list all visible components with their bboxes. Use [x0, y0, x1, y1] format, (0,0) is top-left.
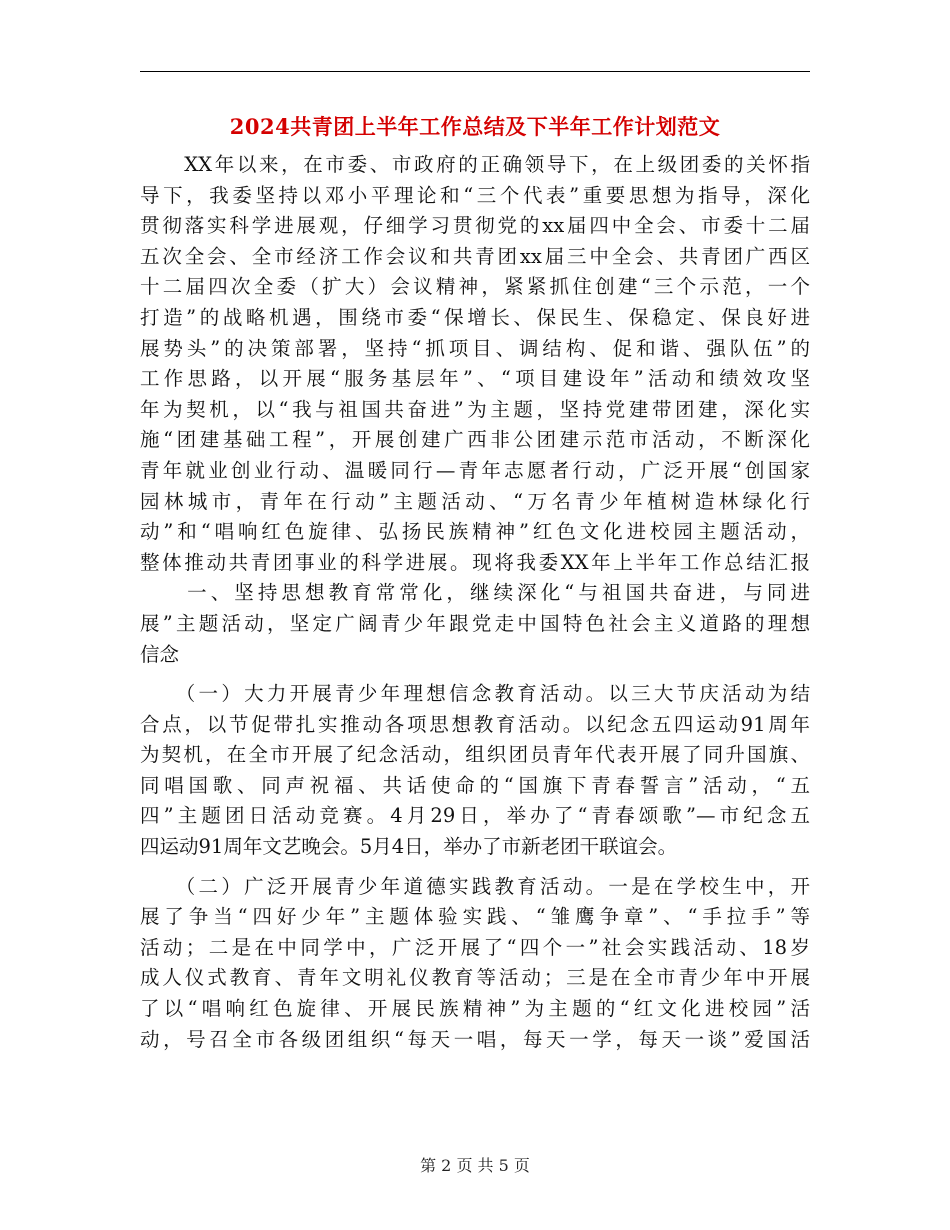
text-line: 展了争当“四好少年”主题体验实践、“雏鹰争章”、“手拉手”等 — [140, 905, 810, 929]
text-line: 四运动91周年文艺晚会。5月4日，举办了市新老团干联谊会。 — [140, 835, 678, 859]
paragraph-gap — [140, 670, 810, 679]
text-line: 了以“唱响红色旋律、开展民族精神”为主题的“红文化进校园”活 — [140, 997, 810, 1021]
text-line: XX年以来，在市委、市政府的正确领导下，在上级团委的关怀指 — [140, 153, 810, 176]
text-line: （二）广泛开展青少年道德实践教育活动。一是在学校生中，开 — [140, 874, 810, 898]
document-body — [140, 150, 810, 1055]
text-line: 活动；二是在中同学中，广泛开展了“四个一”社会实践活动、18岁 — [140, 935, 810, 959]
text-line: 五次全会、全市经济工作会议和共青团xx届三中全会、共青团广西区 — [140, 244, 810, 268]
text-line: 成人仪式教育、青年文明礼仪教育等活动；三是在全市青少年中开展 — [140, 966, 810, 990]
text-line: 一、坚持思想教育常常化，继续深化“与祖国共奋进，与同进 — [140, 581, 810, 605]
text-line: 展”主题活动，坚定广阔青少年跟党走中国特色社会主义道路的理想 — [140, 611, 810, 635]
text-line: 年为契机，以“我与祖国共奋进”为主题，坚持党建带团建，深化实 — [140, 397, 810, 421]
text-line: 信念 — [140, 642, 180, 666]
text-line: 导下，我委坚持以邓小平理论和“三个代表”重要思想为指导，深化 — [140, 183, 810, 207]
page-number-footer: 第 2 页 共 5 页 — [420, 1156, 530, 1175]
text-line: 动，号召全市各级团组织“每天一唱，每天一学，每天一谈”爱国活 — [140, 1027, 810, 1051]
text-line: （一）大力开展青少年理想信念教育活动。以三大节庆活动为结 — [140, 682, 810, 706]
text-line: 四”主题团日活动竞赛。4月29日，举办了“青春颂歌”—市纪念五 — [140, 804, 810, 828]
paragraph-gap — [140, 863, 810, 872]
text-line: 青年就业创业行动、温暖同行—青年志愿者行动，广泛开展“创国家 — [140, 458, 810, 482]
text-line: 施“团建基础工程”，开展创建广西非公团建示范市活动，不断深化 — [140, 428, 810, 452]
text-line: 整体推动共青团事业的科学进展。现将我委XX年上半年工作总结汇报 — [140, 550, 810, 574]
text-line: 动”和“唱响红色旋律、弘扬民族精神”红色文化进校园主题活动， — [140, 520, 810, 544]
header-rule — [140, 71, 810, 72]
text-line: 工作思路，以开展“服务基层年”、“项目建设年”活动和绩效攻坚 — [140, 367, 810, 391]
text-line: 合点，以节促带扎实推动各项思想教育活动。以纪念五四运动91周年 — [140, 712, 810, 736]
text-line: 同唱国歌、同声祝福、共话使命的“国旗下青春誓言”活动，“五 — [140, 773, 810, 797]
document-title: 2024共青团上半年工作总结及下半年工作计划范文 — [229, 114, 721, 139]
text-line: 十二届四次全委（扩大）会议精神，紧紧抓住创建“三个示范，一个 — [140, 275, 810, 299]
text-line: 打造”的战略机遇，围绕市委“保增长、保民生、保稳定、保良好进 — [140, 305, 810, 329]
text-line: 贯彻落实科学进展观，仔细学习贯彻党的xx届四中全会、市委十二届 — [140, 214, 810, 238]
text-line: 展势头”的决策部署，坚持“抓项目、调结构、促和谐、强队伍”的 — [140, 336, 810, 360]
text-line: 为契机，在全市开展了纪念活动，组织团员青年代表开展了同升国旗、 — [140, 743, 810, 767]
text-line: 园林城市，青年在行动”主题活动、“万名青少年植树造林绿化行 — [140, 489, 810, 513]
